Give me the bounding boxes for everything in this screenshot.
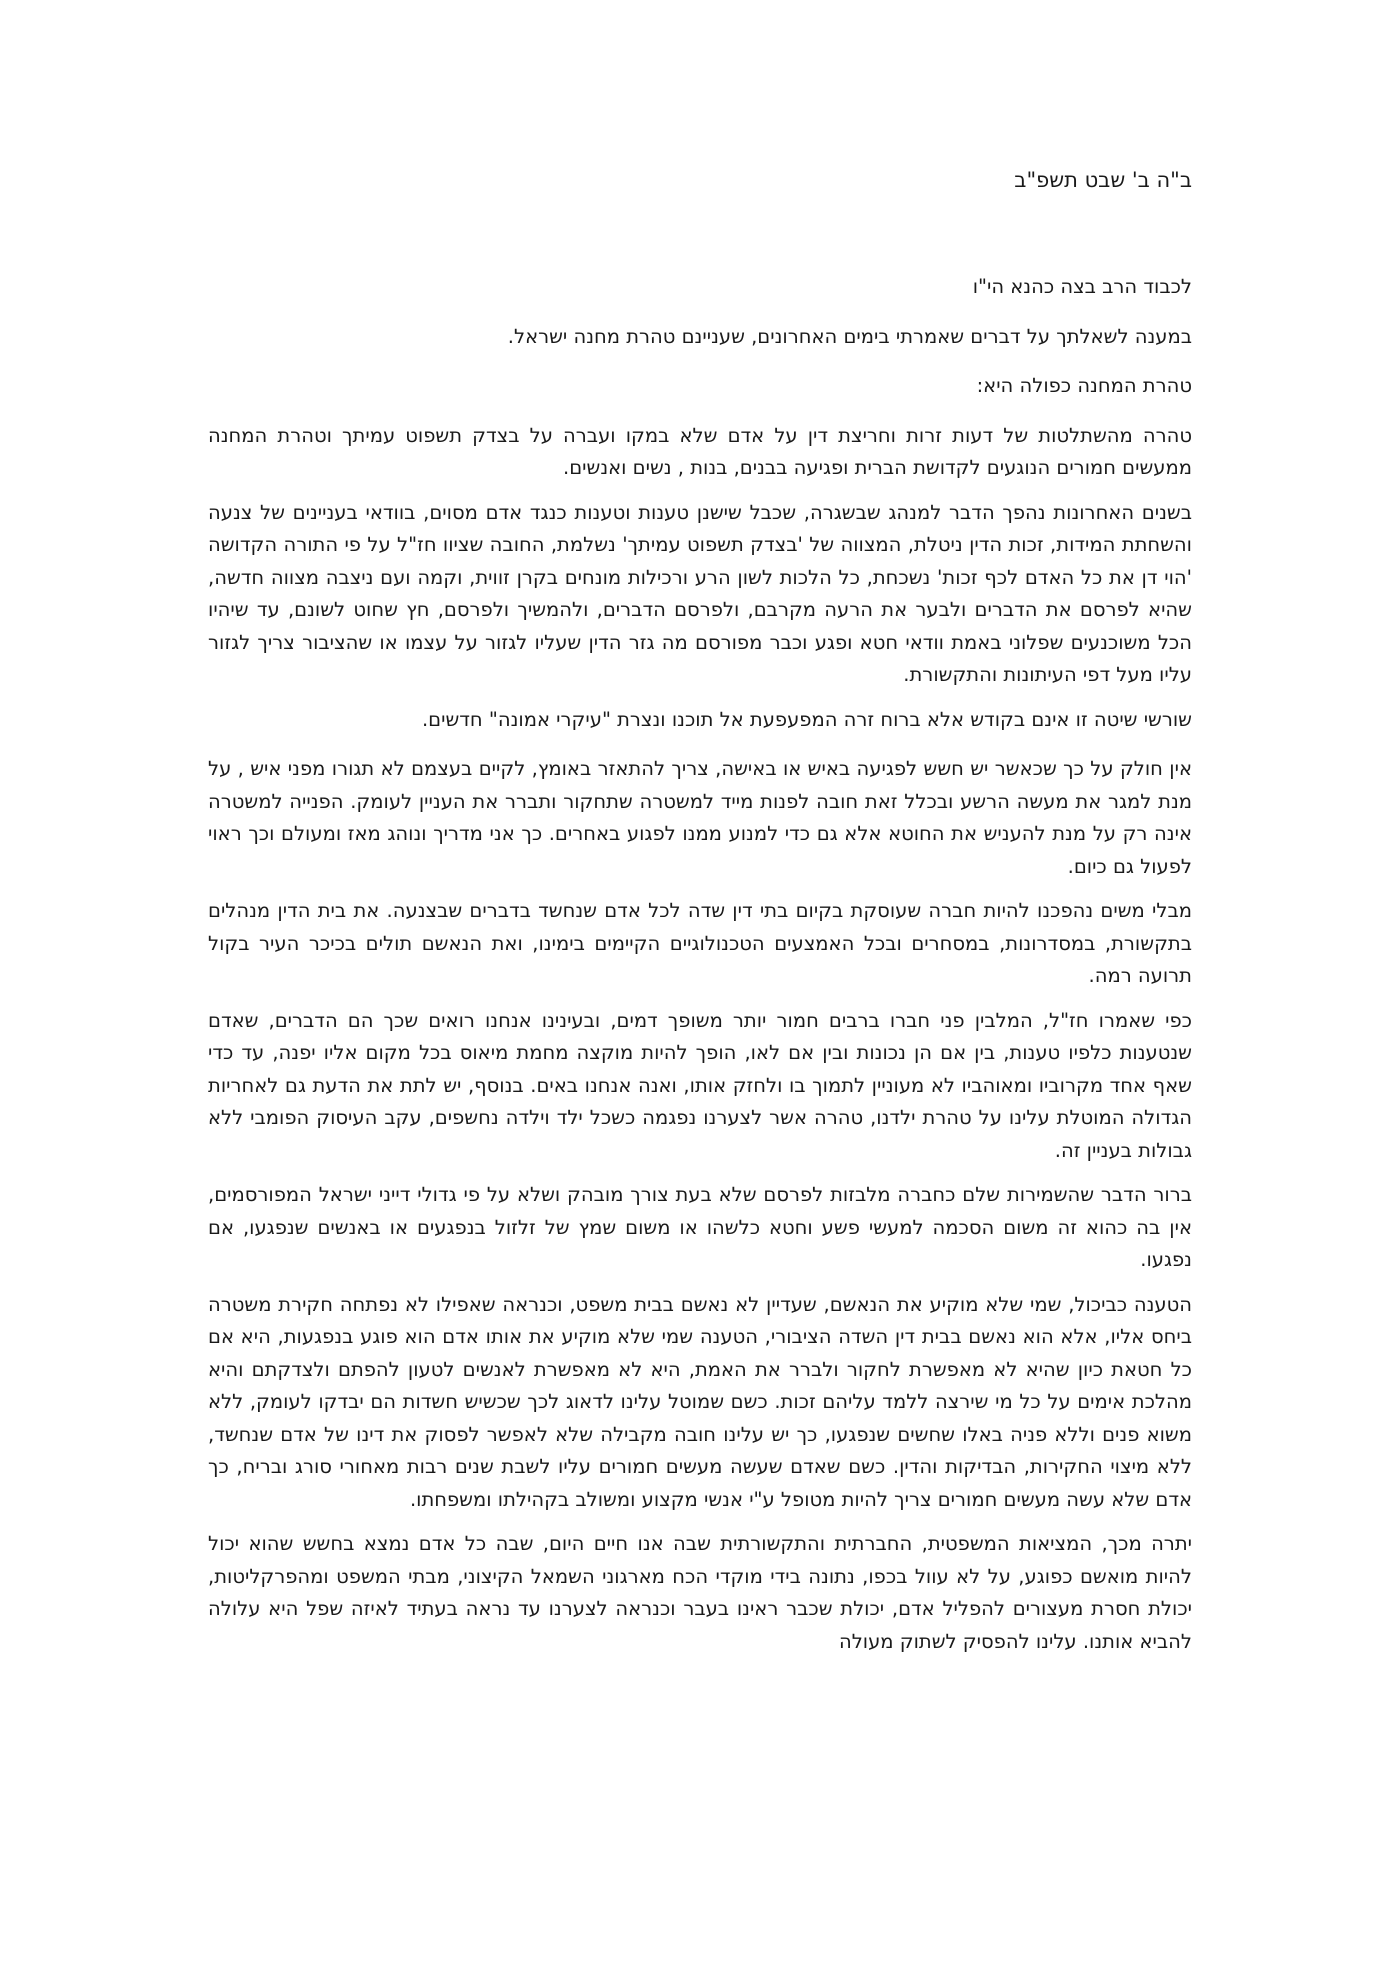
date-line: ב"ה ב' שבט תשפ"ב xyxy=(1014,168,1192,192)
paragraph-4: בשנים האחרונות נהפך הדבר למנהג שבשגרה, שכבל שישנן טענות וטענות כנגד אדם מסוים, בוודאי בעניינים של צנעה והשחתת המידות, זכות הדין ניטלת, המצווה של 'בצדק תשפוט עמיתך' נשלמת, החובה שציוו חז"ל על פי התורה הקדושה 'הוי דן את כל האדם לכף זכות' נשכחת, כל הלכות לשון הרע ורכילות מונחים בקרן זווית, וקמה ועם ניצבה מצווה חדשה, שהיא לפרסם את הדברים ולבער את הרעה מקרבם, ולפרסם הדברים, ולהמשיך ולפרסם, חץ שחוט לשונם, עד שיהיו הכל משוכנעים שפלוני באמת וודאי חטא ופגע וכבר מפורסם מה גזר הדין שעליו לגזור על עצמו או שהציבור צריך לגזור עליו מעל דפי העיתונות והתקשורת. xyxy=(208,500,1192,686)
paragraph-7: מבלי משים נהפכנו להיות חברה שעוסקת בקיום בתי דין שדה לכל אדם שנחשד בדברים שבצנעה. את בית הדין מנהלים בתקשורת, במסדרונות, במסחרים ובכל האמצעים הטכנולוגיים הקיימים בימינו, ואת הנאשם תולים בכיכר העיר בקול תרועה רמה. xyxy=(208,899,1192,987)
paragraph-8: כפי שאמרו חז"ל, המלבין פני חברו ברבים חמור יותר משופך דמים, ובעינינו אנחנו רואים שכך הם הדברים, שאדם שנטענות כלפיו טענות, בין אם הן נכונות ובין אם לאו, הופך להיות מוקצה מחמת מיאוס בכל מקום אליו יפנה, עד כדי שאף אחד מקרוביו ומאוהביו לא מעוניין לתמוך בו ולחזק אותו, ואנה אנחנו באים. בנוסף, יש לתת את הדעת גם לאחריות הגדולה המוטלת עלינו על טהרת ילדנו, טהרה אשר לצערנו נפגמה כשכל ילד וילדה נחשפים, עקב העיסוק הפומבי ללא גבולות בעניין זה. xyxy=(208,1008,1192,1162)
paragraph-2: טהרת המחנה כפולה היא: xyxy=(976,374,1192,397)
paragraph-1: במענה לשאלתך על דברים שאמרתי בימים האחרונים, שעניינם טהרת מחנה ישראל. xyxy=(507,324,1192,348)
paragraph-3: טהרה מהשתלטות של דעות זרות וחריצת דין על אדם שלא במקו ועברה על בצדק תשפוט עמיתך וטהרת המחנה ממעשים חמורים הנוגעים לקדושת הברית ופגיעה בבנים, בנות , נשים ואנשים. xyxy=(208,423,1192,479)
salutation: לכבוד הרב בצה כהנא הי"ו xyxy=(972,275,1192,298)
paragraph-9: ברור הדבר שהשמירות שלם כחברה מלבזות לפרסם שלא בעת צורך מובהק ושלא על פי גדולי דייני ישראל המפורסמים, אין בה כהוא זה משום הסכמה למעשי פשע וחטא כלשהו או משום שמץ של זלזול בנפגעים או באנשים שנפגעו, אם נפגעו. xyxy=(208,1183,1192,1271)
paragraph-11: יתרה מכך, המציאות המשפטית, החברתית והתקשורתית שבה אנו חיים היום, שבה כל אדם נמצא בחשש שהוא יכול להיות מואשם כפוגע, על לא עוול בכפו, נתונה בידי מוקדי הכח מארגוני השמאל הקיצוני, מבתי המשפט ומהפרקליטות, יכולת חסרת מעצורים להפליל אדם, יכולת שכבר ראינו בעבר וכנראה לצערנו עד נראה בעתיד לאיזה שפל היא עלולה להביא אותנו. עלינו להפסיק לשתוק מעולה xyxy=(208,1532,1192,1653)
paragraph-6: אין חולק על כך שכאשר יש חשש לפגיעה באיש או באישה, צריך להתאזר באומץ, לקיים בעצמם לא תגורו מפני איש , על מנת למגר את מעשה הרשע ובכלל זאת חובה לפנות מייד למשטרה שתחקור ותברר את העניין לעומק. הפנייה למשטרה אינה רק על מנת להעניש את החוטא אלא גם כדי למנוע ממנו לפגוע באחרים. כך אני מדריך ונוהג מאז ומעולם וכך ראוי לפעול גם כיום. xyxy=(208,757,1192,878)
paragraph-10: הטענה כביכול, שמי שלא מוקיע את הנאשם, שעדיין לא נאשם בבית משפט, וכנראה שאפילו לא נפתחה חקירת משטרה ביחס אליו, אלא הוא נאשם בבית דין השדה הציבורי, הטענה שמי שלא מוקיע את אותו אדם הוא פוגע בנפגעות, היא אם כל חטאת כיון שהיא לא מאפשרת לחקור ולברר את האמת, היא לא מאפשרת לאנשים לטעון להפתם ולצדקתם והיא מהלכת אימים על כל מי שירצה ללמד עליהם זכות. כשם שמוטל עלינו לדאוג לכך שכשיש חשדות הם יבדקו לעומק, ללא משוא פנים וללא פניה באלו שחשים שנפגעו, כך יש עלינו חובה מקבילה שלא לאפשר לפסוק את דינו של אדם שנחשד, ללא מיצוי החקירות, הבדיקות והדין. כשם שאדם שעשה מעשים חמורים עליו לשבת שנים רבות מאחורי סורג ובריח, כך אדם שלא עשה מעשים חמורים צריך להיות מטופל ע"י אנשי מקצוע ומשולב בקהילתו ומשפחתו. xyxy=(208,1292,1192,1511)
paragraph-5: שורשי שיטה זו אינם בקודש אלא ברוח זרה המפעפעת אל תוכנו ונצרת "עיקרי אמונה" חדשים. xyxy=(421,707,1192,731)
